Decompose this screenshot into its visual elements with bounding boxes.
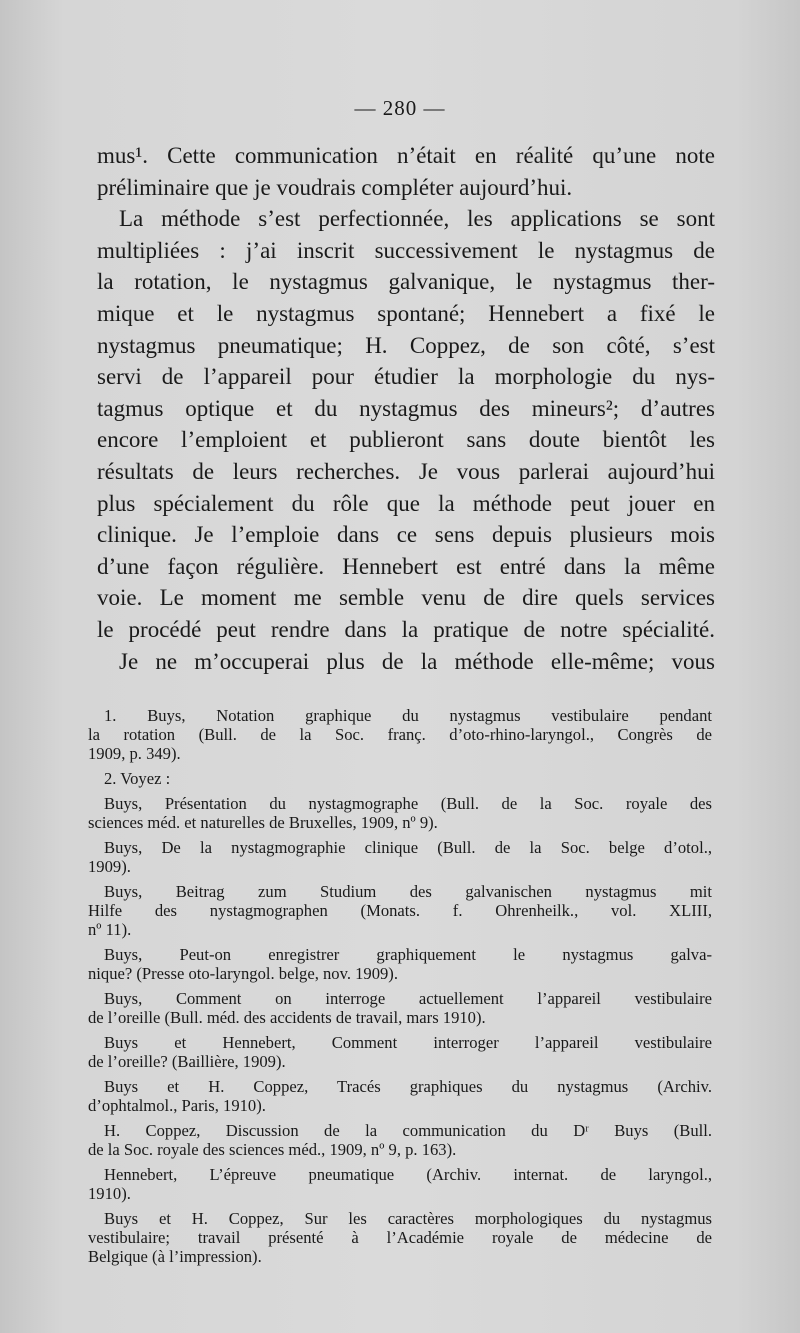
footnote-line: nique? (Presse oto-laryngol. belge, nov. 1909). — [88, 964, 398, 983]
footnote-line: de la Soc. royale des sciences méd., 1909, nº 9, p. 163). — [88, 1140, 457, 1159]
body-line: encore l’emploient et publieront sans doute bientôt les — [97, 427, 715, 453]
body-line: multipliées : j’ai inscrit successivement le nystagmus de — [97, 237, 715, 263]
footnote-entry — [88, 945, 712, 983]
footnote-line: Buys et H. Coppez, Sur les caractères morphologiques du nystagmus — [104, 1209, 712, 1228]
footnote-line: 1910). — [88, 1184, 131, 1203]
footnote-line: nº 11). — [88, 920, 132, 939]
page-number: — 280 — — [354, 96, 446, 120]
footnote-line: 1909, p. 349). — [88, 744, 181, 763]
footnote-entry — [88, 838, 712, 876]
body-line: La méthode s’est perfectionnée, les applications se sont — [119, 206, 715, 232]
footnote-line: H. Coppez, Discussion de la communication du Dʳ Buys (Bull. — [104, 1121, 712, 1140]
body-text — [97, 140, 715, 677]
body-line: préliminaire que je voudrais compléter aujourd’hui. — [97, 174, 573, 200]
footnote-entry — [88, 1077, 712, 1115]
body-line: tagmus optique et du nystagmus des mineurs²; d’autres — [97, 395, 715, 421]
footnote-line: de l’oreille? (Baillière, 1909). — [88, 1052, 286, 1071]
footnote-entry — [88, 706, 712, 763]
footnote-entry — [88, 794, 712, 832]
footnote-line: Belgique (à l’impression). — [88, 1247, 262, 1266]
footnote-line: 1909). — [88, 857, 131, 876]
footnote-line: Hennebert, L’épreuve pneumatique (Archiv. internat. de laryngol., — [104, 1165, 712, 1184]
body-line: voie. Le moment me semble venu de dire quels services — [97, 585, 715, 611]
body-line: servi de l’appareil pour étudier la morphologie du nys- — [97, 364, 715, 390]
footnote-line: vestibulaire; travail présenté à l’Académie royale de médecine de — [88, 1228, 712, 1247]
footnotes — [88, 706, 712, 1272]
footnote-line: sciences méd. et naturelles de Bruxelles, 1909, nº 9). — [88, 813, 438, 832]
footnote-entry — [88, 1209, 712, 1266]
body-line: Je ne m’occuperai plus de la méthode elle-même; vous — [119, 648, 715, 674]
footnote-entry — [88, 1165, 712, 1203]
footnote-line: d’ophtalmol., Paris, 1910). — [88, 1096, 266, 1115]
footnote-line: Buys, Comment on interroge actuellement l’appareil vestibulaire — [104, 989, 712, 1008]
footnote-entry — [88, 769, 712, 788]
body-line: le procédé peut rendre dans la pratique de notre spécialité. — [97, 616, 715, 642]
body-line: d’une façon régulière. Hennebert est entré dans la même — [97, 553, 715, 579]
footnote-line: Buys, Présentation du nystagmographe (Bull. de la Soc. royale des — [104, 794, 712, 813]
body-line: mus¹. Cette communication n’était en réalité qu’une note — [97, 143, 715, 168]
body-line: plus spécialement du rôle que la méthode peut jouer en — [97, 490, 715, 516]
footnote-entry — [88, 1033, 712, 1071]
footnote-line: la rotation (Bull. de la Soc. franç. d’oto-rhino-laryngol., Congrès de — [88, 725, 712, 744]
body-line: clinique. Je l’emploie dans ce sens depuis plusieurs mois — [97, 522, 715, 548]
footnote-line: de l’oreille (Bull. méd. des accidents de travail, mars 1910). — [88, 1008, 486, 1027]
footnote-entry — [88, 1121, 712, 1159]
footnote-line: Buys, Peut-on enregistrer graphiquement le nystagmus galva- — [104, 945, 712, 964]
footnote-line: Hilfe des nystagmographen (Monats. f. Ohrenheilk., vol. XLIII, — [88, 901, 712, 920]
footnote-line: Buys, De la nystagmographie clinique (Bull. de la Soc. belge d’otol., — [104, 838, 712, 857]
body-line: la rotation, le nystagmus galvanique, le nystagmus ther- — [97, 269, 715, 295]
footnote-entry — [88, 882, 712, 939]
body-line: mique et le nystagmus spontané; Hennebert a fixé le — [97, 300, 715, 326]
footnote-line: 1. Buys, Notation graphique du nystagmus vestibulaire pendant — [104, 706, 712, 725]
body-line: nystagmus pneumatique; H. Coppez, de son côté, s’est — [97, 332, 715, 358]
footnote-line: Buys, Beitrag zum Studium des galvanischen nystagmus mit — [104, 882, 712, 901]
footnote-line: Buys et Hennebert, Comment interroger l’appareil vestibulaire — [104, 1033, 712, 1052]
footnote-line: Buys et H. Coppez, Tracés graphiques du nystagmus (Archiv. — [104, 1077, 712, 1096]
footnote-entry — [88, 989, 712, 1027]
body-line: résultats de leurs recherches. Je vous parlerai aujourd’hui — [97, 458, 715, 484]
footnote-line: 2. Voyez : — [104, 769, 171, 788]
